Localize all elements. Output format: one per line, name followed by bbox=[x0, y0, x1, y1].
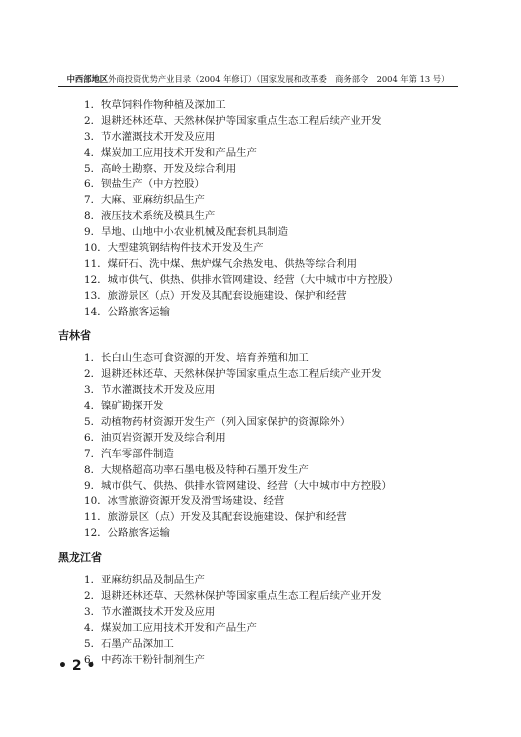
list-item: 7．汽车零部件制造 bbox=[84, 447, 174, 460]
list-item: 6．油页岩资源开发及综合利用 bbox=[84, 431, 226, 444]
list-item: 1．长白山生态可食资源的开发、培育养殖和加工 bbox=[84, 352, 309, 365]
running-header bbox=[58, 73, 458, 85]
list-item: 12．城市供气、供热、供排水管网建设、经营（大中城市中方控股） bbox=[84, 273, 399, 286]
list-item: 6．钡盐生产（中方控股） bbox=[84, 178, 205, 191]
list-item: 3．节水灌溉技术开发及应用 bbox=[84, 605, 216, 618]
list-item: 1．牧草饲料作物种植及深加工 bbox=[84, 99, 226, 111]
list-item: 4．煤炭加工应用技术开发和产品生产 bbox=[84, 146, 257, 159]
list-item: 5．高岭土勘察、开发及综合利用 bbox=[84, 162, 237, 175]
section-continued bbox=[58, 98, 458, 320]
list-item: 11．煤矸石、洗中煤、焦炉煤气余热发电、供热等综合利用 bbox=[84, 257, 357, 270]
catalog-content bbox=[58, 98, 458, 669]
section-heilongjiang bbox=[58, 549, 458, 668]
list-item: 13．旅游景区（点）开发及其配套设施建设、保护和经营 bbox=[84, 289, 347, 302]
page-number: • 2 • bbox=[58, 658, 96, 674]
list-item: 10．大型建筑钢结构件技术开发及生产 bbox=[84, 242, 264, 255]
section-heading: 黑龙江省 bbox=[58, 551, 102, 565]
list-item: 4．煤炭加工应用技术开发和产品生产 bbox=[84, 621, 257, 634]
header-catalog-reference: 外商投资优势产业目录（2004 年修订）（国家发展和改革委 商务部令 2004 年第 13 号） bbox=[108, 74, 450, 84]
list-item: 9．旱地、山地中小农业机械及配套机具制造 bbox=[84, 226, 289, 239]
list-item: 2．退耕还林还草、天然林保护等国家重点生态工程后续产业开发 bbox=[84, 368, 382, 381]
list-item: 14．公路旅客运输 bbox=[84, 305, 170, 318]
list-item: 8．大规格超高功率石墨电极及特种石墨开发生产 bbox=[84, 463, 309, 476]
list-item: 1．亚麻纺织品及制品生产 bbox=[84, 574, 205, 587]
list-item: 11．旅游景区（点）开发及其配套设施建设、保护和经营 bbox=[84, 511, 347, 524]
list-item: 4．镍矿勘探开发 bbox=[84, 400, 164, 413]
list-item: 2．退耕还林还草、天然林保护等国家重点生态工程后续产业开发 bbox=[84, 590, 382, 603]
list-item: 10．冰雪旅游资源开发及滑雪场建设、经营 bbox=[84, 495, 285, 508]
header-rule bbox=[58, 86, 458, 87]
section-jilin bbox=[58, 327, 458, 542]
list-item: 3．节水灌溉技术开发及应用 bbox=[84, 130, 216, 143]
section-heading: 吉林省 bbox=[58, 329, 91, 343]
list-item: 5．石墨产品深加工 bbox=[84, 637, 174, 650]
list-item: 3．节水灌溉技术开发及应用 bbox=[84, 384, 216, 397]
list-item: 7．大麻、亚麻纺织品生产 bbox=[84, 194, 205, 207]
list-item: 6．中药冻干粉针制剂生产 bbox=[84, 653, 205, 666]
list-item: 2．退耕还林还草、天然林保护等国家重点生态工程后续产业开发 bbox=[84, 114, 382, 127]
list-item: 8．液压技术系统及模具生产 bbox=[84, 210, 216, 223]
list-item: 5．动植物药材资源开发生产（列入国家保护的资源除外） bbox=[84, 416, 351, 429]
list-item: 9．城市供气、供热、供排水管网建设、经营（大中城市中方控股） bbox=[84, 479, 392, 492]
list-item: 12．公路旅客运输 bbox=[84, 527, 170, 540]
header-region-title: 中西部地区 bbox=[66, 74, 109, 84]
